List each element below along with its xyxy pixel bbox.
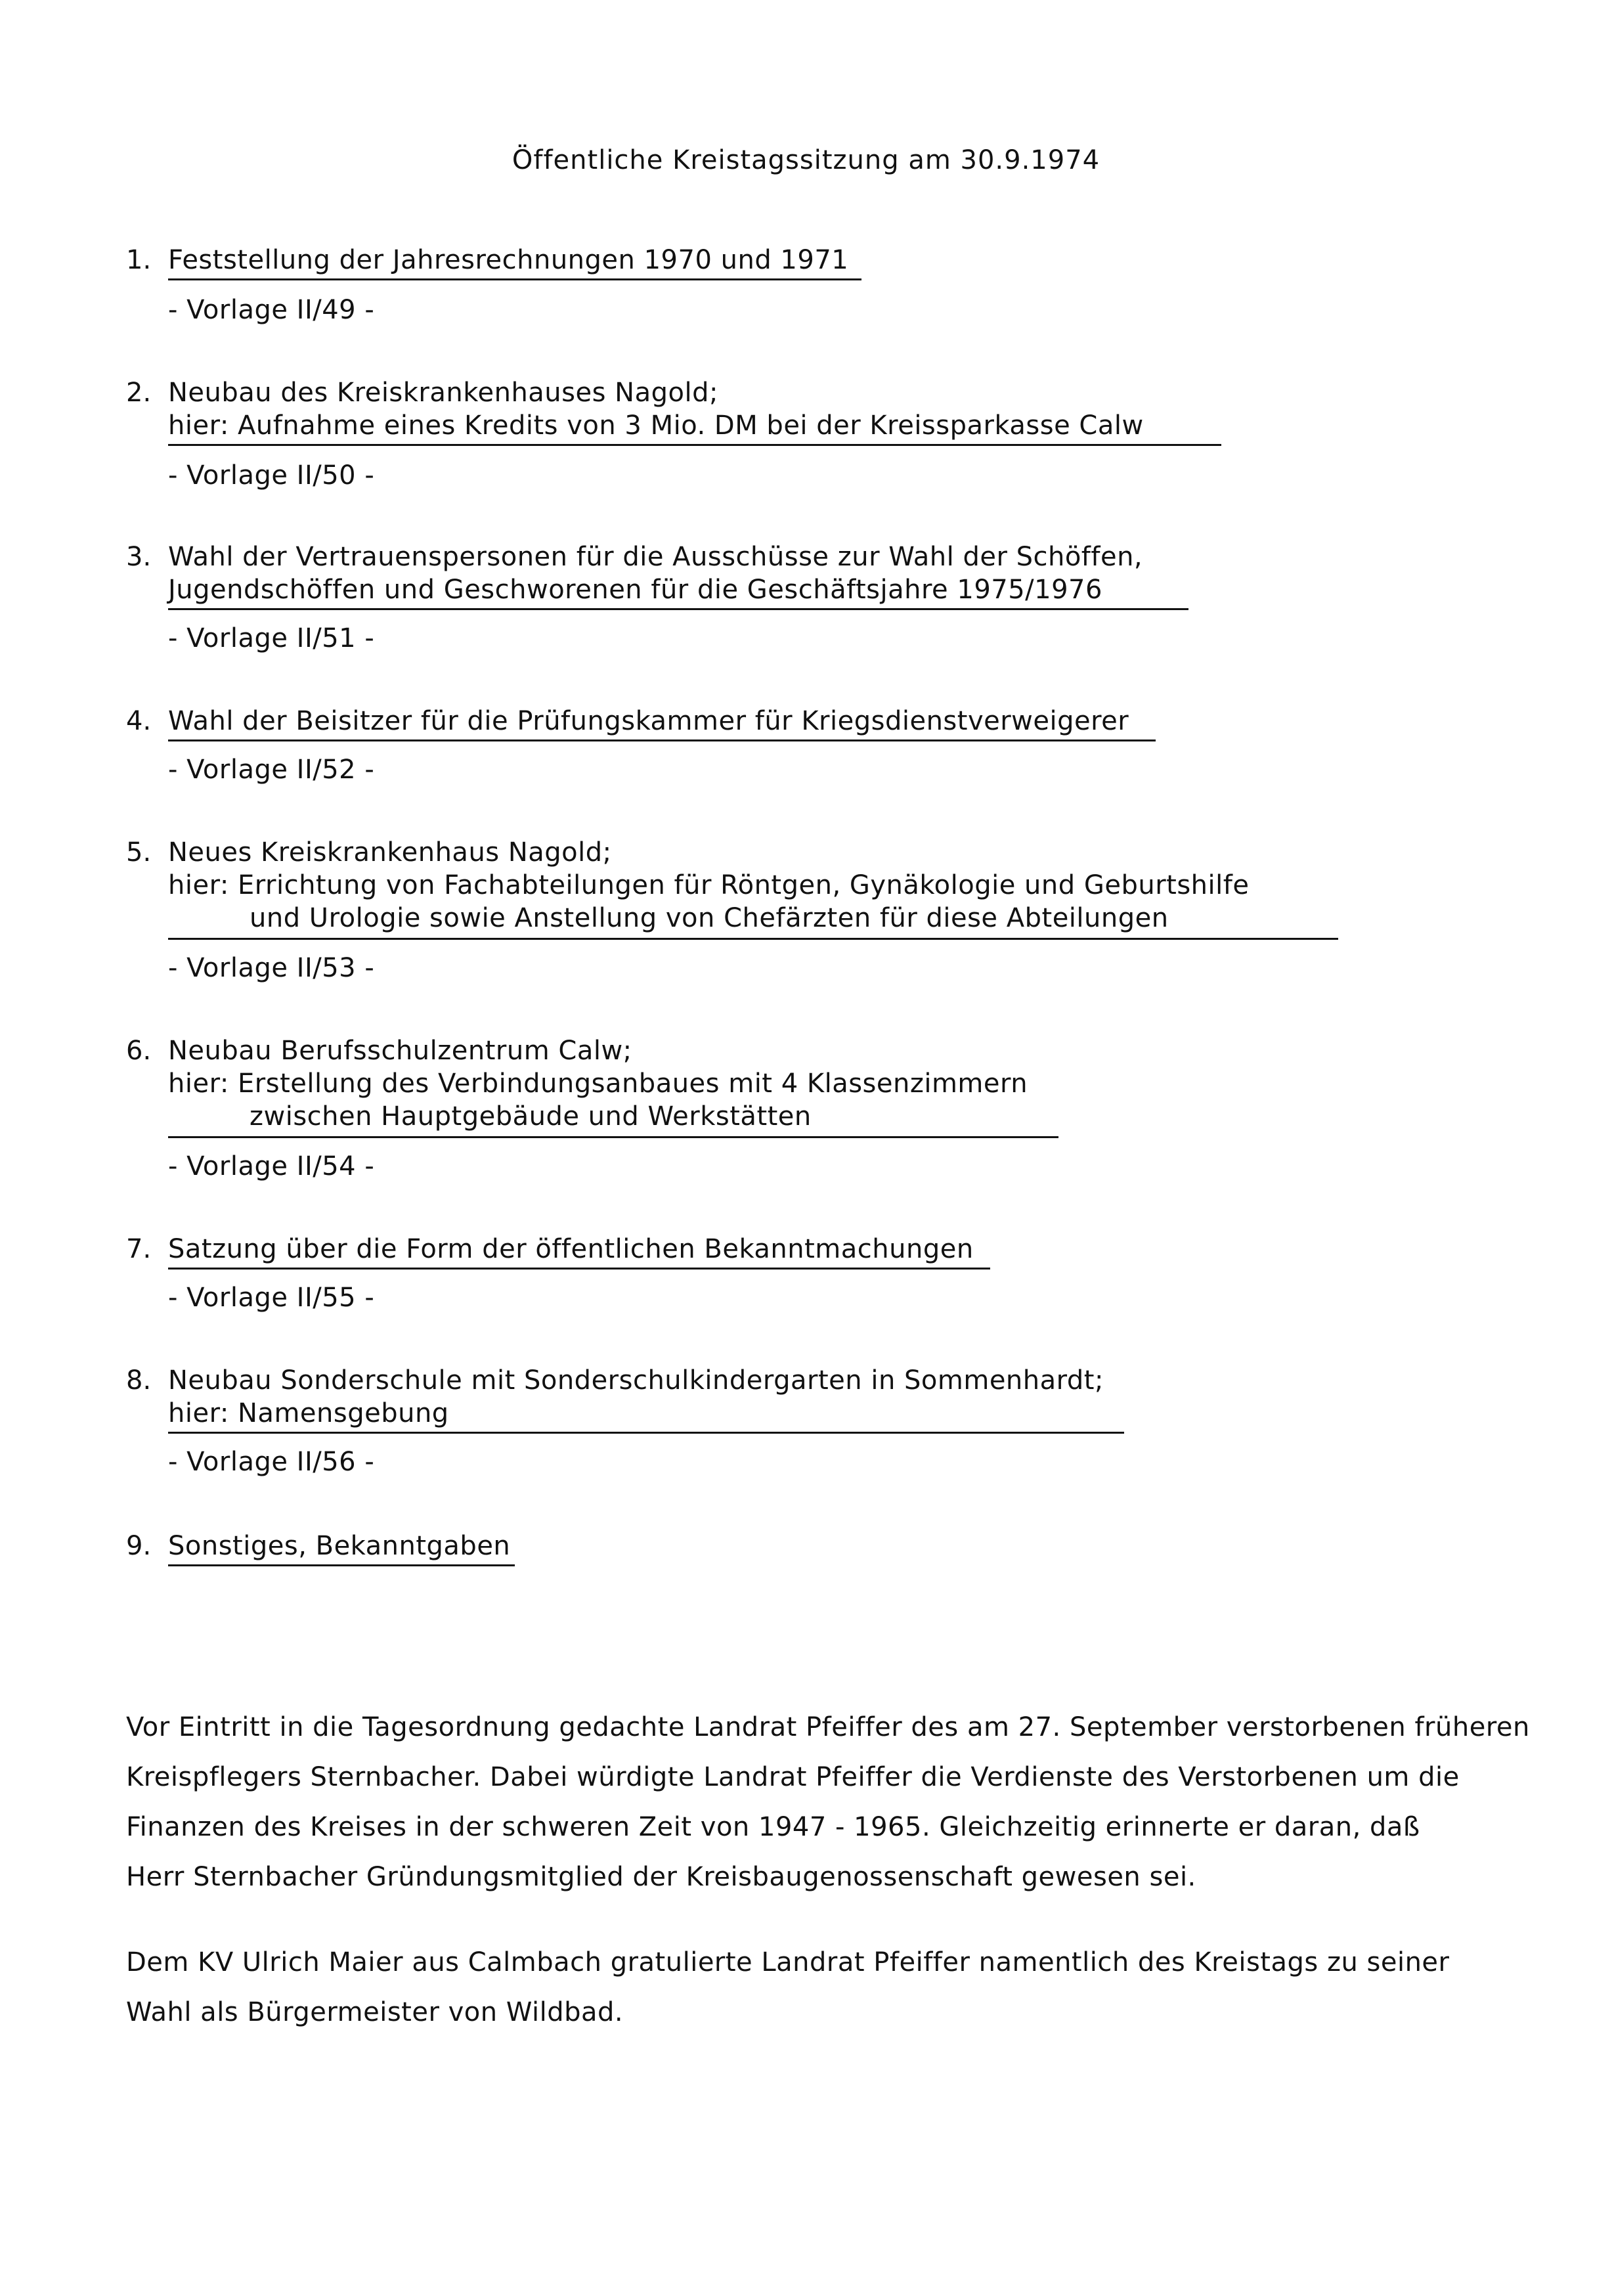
vorlage-reference: - Vorlage II/56 -	[168, 1447, 375, 1477]
item-title: Feststellung der Jahresrechnungen 1970 und 1971	[168, 245, 849, 275]
item-title: Wahl der Vertrauenspersonen für die Ausschüsse zur Wahl der Schöffen,	[168, 542, 1143, 572]
item-title: Neubau des Kreiskrankenhauses Nagold;	[168, 378, 718, 408]
paragraph-line: Finanzen des Kreises in der schweren Zeit von 1947 - 1965. Gleichzeitig erinnerte er daran, daß	[126, 1812, 1420, 1842]
document-title: Öffentliche Kreistagssitzung am 30.9.1974	[512, 145, 1100, 175]
underline	[168, 1564, 515, 1566]
item-title: Sonstiges, Bekanntgaben	[168, 1531, 511, 1561]
item-subtitle-continued: und Urologie sowie Anstellung von Chefärzten für diese Abteilungen	[250, 903, 1169, 933]
item-subtitle: Jugendschöffen und Geschworenen für die Geschäftsjahre 1975/1976	[168, 575, 1102, 605]
item-subtitle: hier: Erstellung des Verbindungsanbaues mit 4 Klassenzimmern	[168, 1069, 1028, 1099]
underline	[168, 938, 1338, 940]
item-number: 1.	[126, 245, 152, 275]
item-number: 2.	[126, 378, 152, 408]
paragraph-congratulation	[126, 1937, 1584, 2037]
vorlage-reference: - Vorlage II/51 -	[168, 623, 375, 653]
paragraph-line: Dem KV Ulrich Maier aus Calmbach gratulierte Landrat Pfeiffer namentlich des Kreistags zu seiner	[126, 1947, 1450, 1977]
item-subtitle: hier: Namensgebung	[168, 1398, 449, 1428]
paragraph-line: Kreispflegers Sternbacher. Dabei würdigte Landrat Pfeiffer die Verdienste des Verstorbenen um die	[126, 1762, 1460, 1792]
item-title: Satzung über die Form der öffentlichen Bekanntmachungen	[168, 1234, 974, 1264]
item-number: 9.	[126, 1531, 152, 1561]
item-number: 5.	[126, 837, 152, 868]
item-number: 8.	[126, 1365, 152, 1396]
underline	[168, 608, 1188, 610]
item-subtitle: hier: Errichtung von Fachabteilungen für Röntgen, Gynäkologie und Geburtshilfe	[168, 870, 1250, 900]
paragraph-line: Vor Eintritt in die Tagesordnung gedachte Landrat Pfeiffer des am 27. September verstorbenen früheren	[126, 1712, 1530, 1742]
vorlage-reference: - Vorlage II/54 -	[168, 1151, 375, 1181]
vorlage-reference: - Vorlage II/50 -	[168, 460, 375, 491]
item-title: Neubau Berufsschulzentrum Calw;	[168, 1036, 632, 1066]
item-title: Wahl der Beisitzer für die Prüfungskammer für Kriegsdienstverweigerer	[168, 706, 1129, 736]
vorlage-reference: - Vorlage II/49 -	[168, 295, 375, 325]
item-number: 7.	[126, 1234, 152, 1264]
item-subtitle-continued: zwischen Hauptgebäude und Werkstätten	[250, 1101, 812, 1132]
paragraph-memorial	[126, 1702, 1584, 1902]
underline	[168, 1136, 1058, 1138]
underline	[168, 278, 861, 280]
paragraph-line: Herr Sternbacher Gründungsmitglied der Kreisbaugenossenschaft gewesen sei.	[126, 1862, 1196, 1892]
vorlage-reference: - Vorlage II/53 -	[168, 953, 375, 983]
item-title: Neubau Sonderschule mit Sonderschulkindergarten in Sommenhardt;	[168, 1365, 1104, 1396]
item-number: 3.	[126, 542, 152, 572]
underline	[168, 740, 1156, 741]
underline	[168, 1268, 990, 1269]
paragraph-line: Wahl als Bürgermeister von Wildbad.	[126, 1997, 624, 2027]
vorlage-reference: - Vorlage II/55 -	[168, 1283, 375, 1313]
underline	[168, 444, 1221, 446]
underline	[168, 1432, 1124, 1434]
item-number: 6.	[126, 1036, 152, 1066]
vorlage-reference: - Vorlage II/52 -	[168, 755, 375, 785]
item-title: Neues Kreiskrankenhaus Nagold;	[168, 837, 612, 868]
item-subtitle: hier: Aufnahme eines Kredits von 3 Mio. DM bei der Kreissparkasse Calw	[168, 410, 1144, 441]
item-number: 4.	[126, 706, 152, 736]
